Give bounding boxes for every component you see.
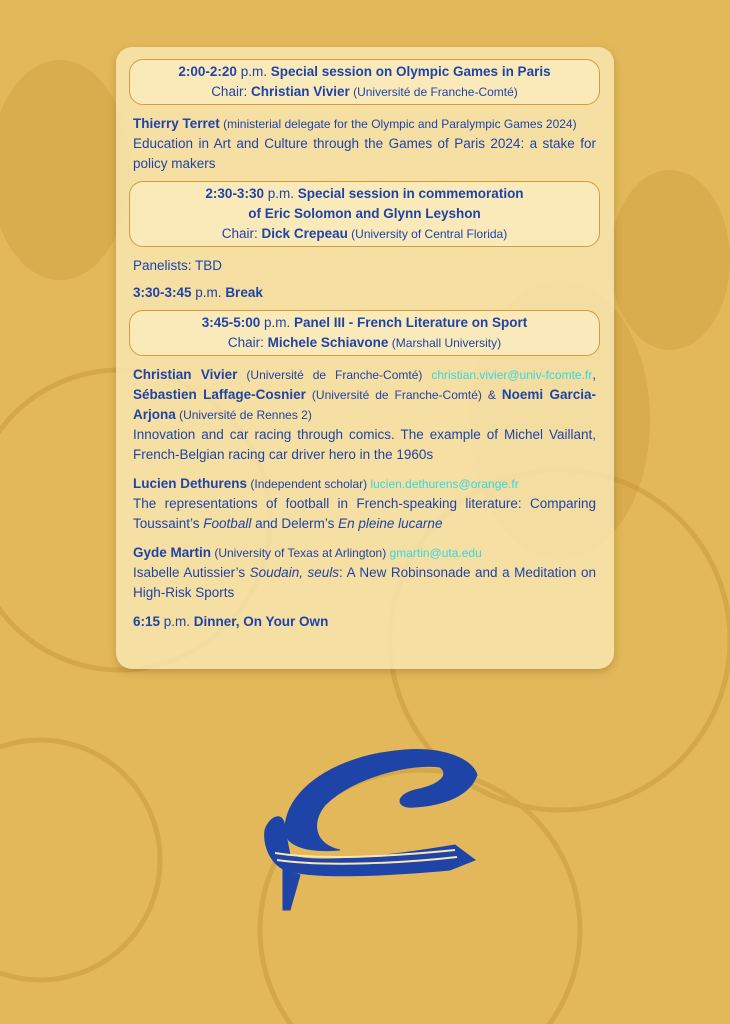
speaker-name: Gyde Martin bbox=[133, 545, 212, 560]
session-olympic-games bbox=[129, 59, 600, 105]
talk-dethurens bbox=[133, 474, 596, 534]
session-chair bbox=[134, 224, 595, 244]
break-pm: p.m. bbox=[191, 285, 226, 300]
panelists-text: Panelists: TBD bbox=[133, 258, 223, 273]
program-content bbox=[133, 59, 596, 632]
talk-terret bbox=[133, 114, 596, 174]
dinner-label: Dinner, On Your Own bbox=[193, 614, 329, 629]
talk-title: and Delerm’s bbox=[251, 516, 339, 531]
session-title: Panel III - French Literature on Sport bbox=[294, 315, 528, 330]
chair-label: Chair: bbox=[211, 84, 251, 99]
speaker-name: Christian Vivier bbox=[133, 367, 238, 382]
talk-martin bbox=[133, 543, 596, 603]
session-pm: p.m. bbox=[236, 64, 271, 79]
conference-logo-icon bbox=[245, 735, 485, 915]
speaker-email-link[interactable]: lucien.dethurens@orange.fr bbox=[370, 477, 519, 491]
dinner-pm: p.m. bbox=[160, 614, 194, 629]
speaker-name: Sébastien Laffage-Cosnier bbox=[133, 387, 306, 402]
talk-title: Isabelle Autissier’s bbox=[133, 565, 250, 580]
speaker-affiliation: (Independent scholar) bbox=[247, 477, 371, 491]
speaker-name: Noemi Garcia-Arjona bbox=[133, 387, 596, 422]
session-time: 2:00-2:20 bbox=[178, 64, 237, 79]
talk-title: Education in Art and Culture through the Games of Paris 2024: a stake for policy makers bbox=[133, 136, 596, 171]
session-pm: p.m. bbox=[263, 186, 298, 201]
chair-name: Christian Vivier bbox=[250, 84, 350, 99]
speaker-affiliation: (Université de Franche-Comté) & bbox=[305, 388, 502, 402]
session-chair bbox=[134, 82, 595, 102]
speaker-affiliation: (Université de Franche-Comté) bbox=[237, 368, 432, 382]
chair-label: Chair: bbox=[227, 335, 268, 350]
talk-title-italic: Football bbox=[203, 516, 252, 531]
session-heading bbox=[134, 62, 595, 82]
break-item bbox=[133, 283, 596, 303]
session-commemoration bbox=[129, 181, 600, 247]
chair-affiliation: (Université de Franche-Comté) bbox=[349, 85, 518, 99]
session-pm: p.m. bbox=[260, 315, 294, 330]
session-panel-iii bbox=[129, 310, 600, 356]
chair-affiliation: (University of Central Florida) bbox=[347, 227, 508, 241]
session-chair bbox=[134, 333, 595, 353]
dinner-time: 6:15 bbox=[133, 614, 161, 629]
speaker-affiliation: (Université de Rennes 2) bbox=[175, 408, 312, 422]
break-label: Break bbox=[225, 285, 263, 300]
talk-title-italic: Soudain, seuls bbox=[249, 565, 340, 580]
speaker-name: Lucien Dethurens bbox=[133, 476, 248, 491]
session-heading bbox=[134, 313, 595, 333]
dinner-item bbox=[133, 612, 596, 632]
talk-title: : A New Robinsonade and a Meditation on High-Risk Sports bbox=[133, 565, 596, 600]
session-title: Special session in commemoration bbox=[297, 186, 524, 201]
chair-label: Chair: bbox=[221, 226, 262, 241]
speaker-email-link[interactable]: gmartin@uta.edu bbox=[389, 546, 482, 560]
program-panel bbox=[116, 47, 614, 669]
speaker-affiliation: (University of Texas at Arlington) bbox=[211, 546, 390, 560]
break-time: 3:30-3:45 bbox=[133, 285, 192, 300]
talk-title: Innovation and car racing through comics. The example of Michel Vaillant, French-Belgian racing car driver hero in the 1960s bbox=[133, 427, 596, 462]
comma: , bbox=[592, 367, 597, 382]
chair-name: Dick Crepeau bbox=[261, 226, 348, 241]
session-time: 3:45-5:00 bbox=[201, 315, 261, 330]
chair-name: Michele Schiavone bbox=[267, 335, 389, 350]
session-title-line2: of Eric Solomon and Glynn Leyshon bbox=[248, 206, 481, 221]
chair-affiliation: (Marshall University) bbox=[388, 336, 502, 350]
talk-title: The representations of football in French-speaking literature: Comparing Toussaint’s bbox=[133, 496, 596, 531]
speaker-email-link[interactable]: christian.vivier@univ-fcomte.fr bbox=[431, 368, 593, 382]
speaker-name: Thierry Terret bbox=[133, 116, 220, 131]
speaker-affiliation: (ministerial delegate for the Olympic and Paralympic Games 2024) bbox=[219, 117, 577, 131]
session-time: 2:30-3:30 bbox=[205, 186, 264, 201]
talk-vivier bbox=[133, 365, 596, 465]
session-heading bbox=[134, 184, 595, 204]
talk-title-italic: En pleine lucarne bbox=[338, 516, 443, 531]
session-title: Special session on Olympic Games in Paris bbox=[270, 64, 551, 79]
